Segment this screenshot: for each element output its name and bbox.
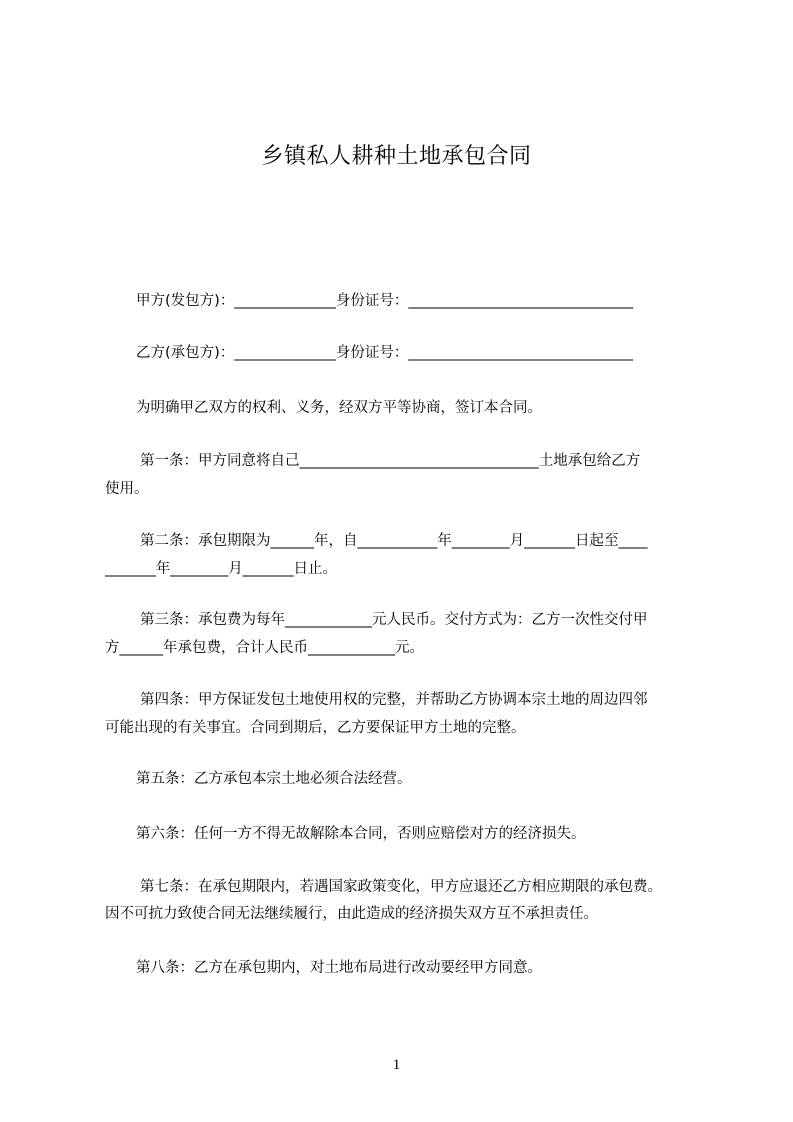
article-1-line-2: 使用。 (105, 481, 149, 497)
article-2-line-2: _______年________月_______日止。 (105, 561, 337, 577)
document-title: 乡镇私人耕种土地承包合同 (261, 144, 532, 169)
article-3-line-2: 方______年承包费，合计人民币____________元。 (105, 640, 424, 656)
article-1-line-1: 第一条：甲方同意将自己_________________________________土地承包给乙方 (140, 453, 641, 469)
preamble-text: 为明确甲乙双方的权利、义务，经双方平等协商，签订本合同。 (136, 400, 542, 416)
party-a-line: 甲方(发包方)：______________身份证号：_______________________________ (136, 293, 634, 309)
party-b-line: 乙方(承包方)：______________身份证号：_______________________________ (136, 345, 634, 361)
page-number: 1 (392, 1057, 401, 1073)
article-4-line-1: 第四条：甲方保证发包土地使用权的完整，并帮助乙方协调本宗土地的周边四邻 (140, 692, 648, 708)
article-4-line-2: 可能出现的有关事宜。合同到期后，乙方要保证甲方土地的完整。 (105, 720, 526, 736)
article-3-line-1: 第三条：承包费为每年____________元人民币。交付方式为：乙方一次性交付甲 (140, 612, 648, 628)
article-6-text: 第六条：任何一方不得无故解除本合同，否则应赔偿对方的经济损失。 (136, 826, 586, 842)
article-7-line-1: 第七条：在承包期限内，若遇国家政策变化，甲方应退还乙方相应期限的承包费。 (140, 879, 662, 895)
article-7-line-2: 因不可抗力致使合同无法继续履行，由此造成的经济损失双方互不承担责任。 (105, 906, 598, 922)
article-2-line-1: 第二条：承包期限为______年，自___________年________月_______日起至____ (140, 533, 648, 549)
article-8-text: 第八条：乙方在承包期内，对土地布局进行改动要经甲方同意。 (136, 960, 542, 976)
article-5-text: 第五条：乙方承包本宗土地必须合法经营。 (136, 771, 412, 787)
